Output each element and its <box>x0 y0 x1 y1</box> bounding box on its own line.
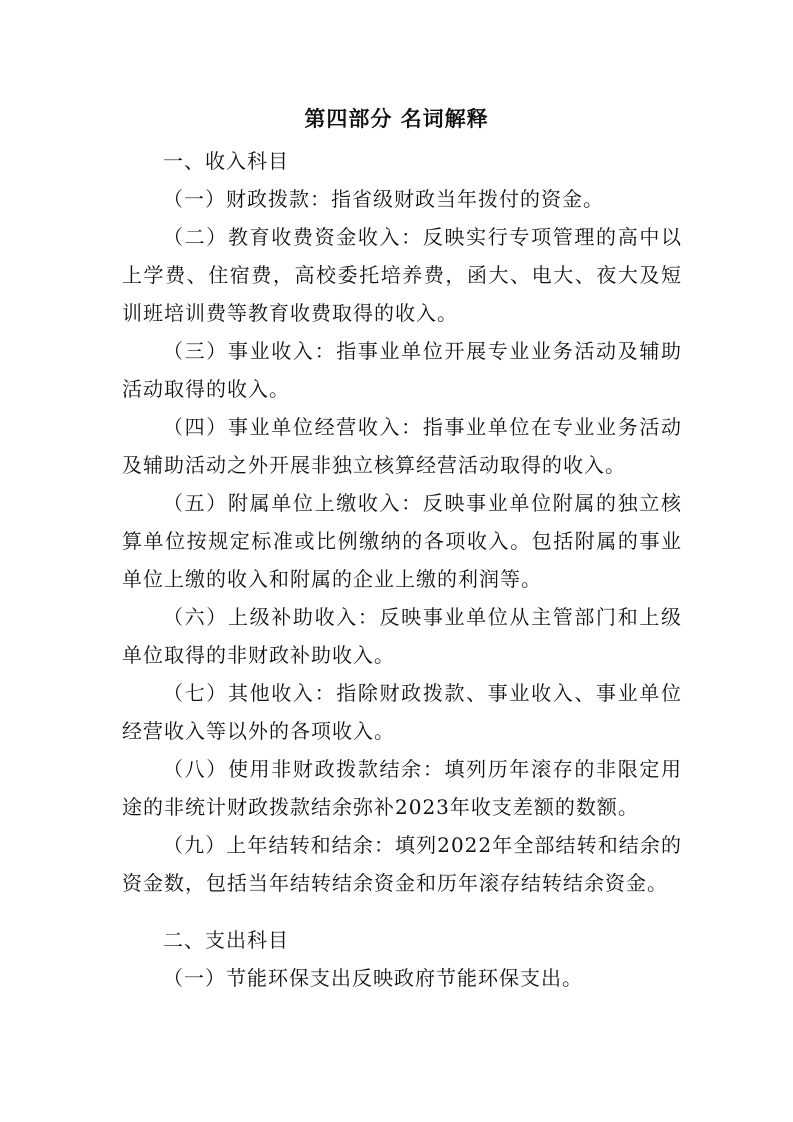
page-title: 第四部分 名词解释 <box>304 106 489 131</box>
section-heading-expenditure: 二、支出科目 <box>163 928 289 952</box>
income-item-4: （四）事业单位经营收入：指事业单位在专业业务活动及辅助活动之外开展非独立核算经营活动取得的收入。 <box>122 415 682 477</box>
income-item-2: （二）教育收费资金收入：反映实行专项管理的高中以上学费、住宿费，高校委托培养费，函大、电大、夜大及短训班培训费等教育收费取得的收入。 <box>122 225 682 325</box>
section-heading-income: 一、收入科目 <box>163 149 289 173</box>
income-item-9: （九）上年结转和结余：填列2022年全部结转和结余的资金数，包括当年结转结余资金和历年滚存结转结余资金。 <box>122 833 682 895</box>
income-item-8: （八）使用非财政拨款结余：填列历年滚存的非限定用途的非统计财政拨款结余弥补2023年收支差额的数额。 <box>122 757 682 819</box>
income-item-1: （一）财政拨款：指省级财政当年拨付的资金。 <box>163 187 604 211</box>
income-item-5: （五）附属单位上缴收入：反映事业单位附属的独立核算单位按规定标准或比例缴纳的各项收入。包括附属的事业单位上缴的收入和附属的企业上缴的利润等。 <box>122 491 682 591</box>
income-item-7: （七）其他收入：指除财政拨款、事业收入、事业单位经营收入等以外的各项收入。 <box>122 681 682 743</box>
income-item-6: （六）上级补助收入：反映事业单位从主管部门和上级单位取得的非财政补助收入。 <box>122 605 682 667</box>
income-item-3: （三）事业收入：指事业单位开展专业业务活动及辅助活动取得的收入。 <box>122 339 682 401</box>
expenditure-item-1: （一）节能环保支出反映政府节能环保支出。 <box>163 966 583 990</box>
